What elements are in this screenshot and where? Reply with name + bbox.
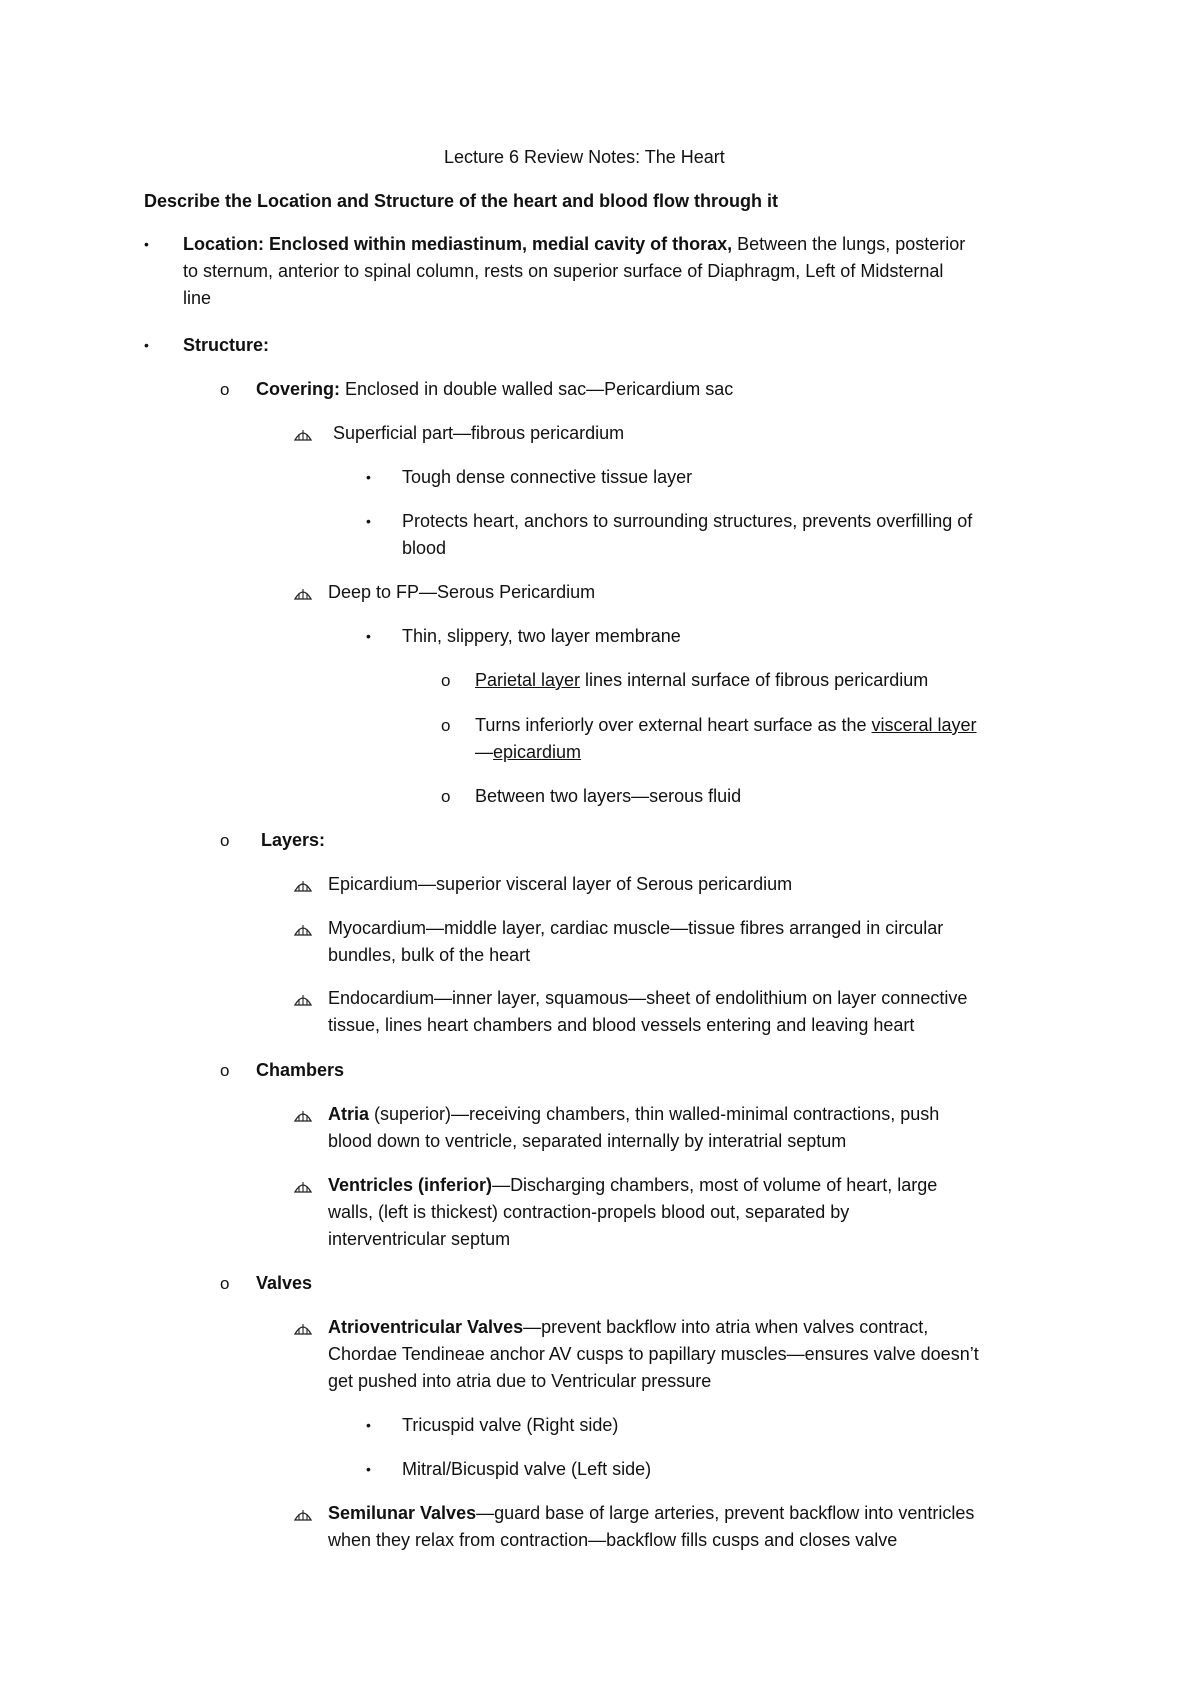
serous-fluid-item: Between two layers—serous fluid <box>475 786 742 806</box>
serous-pericardium-item: Deep to FP—Serous Pericardium <box>328 582 596 602</box>
ventricles-item-cont-1: walls, (left is thickest) contraction-propels blood out, separated by <box>328 1202 850 1222</box>
visceral-layer-item <box>475 712 977 739</box>
av-valves-item-cont-1: Chordae Tendineae anchor AV cusps to papillary muscles—ensures valve doesn’t <box>328 1344 979 1364</box>
wingdings-marker-icon <box>294 1180 312 1194</box>
semilunar-valves-label: Semilunar Valves <box>328 1503 477 1523</box>
layers-label: Layers: <box>261 830 326 850</box>
location-bold-text: Enclosed within mediastinum, medial cavity of thorax, <box>264 234 733 254</box>
wingdings-marker-icon <box>294 879 312 893</box>
semilunar-valves-text: —guard base of large arteries, prevent backflow into ventricles <box>476 1503 975 1523</box>
av-valves-item <box>328 1314 928 1341</box>
circle-marker: o <box>220 1061 230 1080</box>
fibrous-pericardium-item: Superficial part—fibrous pericardium <box>333 423 625 443</box>
wingdings-marker-icon <box>294 1508 312 1522</box>
atria-item <box>328 1101 939 1128</box>
semilunar-valves-item <box>328 1500 974 1527</box>
wingdings-marker-icon <box>294 993 312 1007</box>
valves-label: Valves <box>256 1273 313 1293</box>
dash: — <box>475 742 493 762</box>
circle-marker: o <box>220 380 230 399</box>
atria-text: (superior)—receiving chambers, thin walled-minimal contractions, push <box>369 1104 940 1124</box>
visceral-layer-text: Turns inferiorly over external heart surface as the <box>475 715 872 735</box>
fibrous-point-2: Protects heart, anchors to surrounding structures, prevents overfilling of <box>402 511 973 531</box>
location-label: Location: <box>183 234 264 254</box>
ventricles-item-cont-2: interventricular septum <box>328 1229 511 1249</box>
circle-marker: o <box>441 787 451 806</box>
wingdings-marker-icon <box>294 1109 312 1123</box>
parietal-layer-item <box>475 667 928 694</box>
av-valves-item-cont-2: get pushed into atria due to Ventricular pressure <box>328 1371 712 1391</box>
document-title: Lecture 6 Review Notes: The Heart <box>444 147 725 167</box>
fibrous-point-1: Tough dense connective tissue layer <box>402 467 693 487</box>
serous-point: Thin, slippery, two layer membrane <box>402 626 681 646</box>
circle-marker: o <box>441 716 451 735</box>
ventricles-item <box>328 1172 937 1199</box>
bullet-marker: • <box>144 236 149 252</box>
bullet-marker: • <box>366 469 371 485</box>
wingdings-marker-icon <box>294 1322 312 1336</box>
location-line-2: to sternum, anterior to spinal column, rests on superior surface of Diaphragm, Left of Midsternal <box>183 261 944 281</box>
covering-label: Covering: <box>256 379 341 399</box>
atria-item-cont: blood down to ventricle, separated internally by interatrial septum <box>328 1131 847 1151</box>
parietal-layer-text: lines internal surface of fibrous pericardium <box>580 670 929 690</box>
bullet-marker: • <box>366 513 371 529</box>
location-text: Between the lungs, posterior <box>732 234 966 254</box>
bullet-marker: • <box>366 1417 371 1433</box>
circle-marker: o <box>220 831 230 850</box>
wingdings-marker-icon <box>294 587 312 601</box>
bullet-marker: • <box>144 337 149 353</box>
wingdings-marker-icon <box>294 428 312 442</box>
myocardium-item-cont: bundles, bulk of the heart <box>328 945 531 965</box>
ventricles-text: —Discharging chambers, most of volume of heart, large <box>492 1175 938 1195</box>
av-valves-text: —prevent backflow into atria when valves contract, <box>523 1317 929 1337</box>
epicardium-item: Epicardium—superior visceral layer of Serous pericardium <box>328 874 793 894</box>
ventricles-label: Ventricles (inferior) <box>328 1175 493 1195</box>
bullet-marker: • <box>366 1461 371 1477</box>
parietal-layer-term: Parietal layer <box>475 670 581 690</box>
section-heading: Describe the Location and Structure of the heart and blood flow through it <box>144 191 779 211</box>
location-line-1 <box>183 231 965 258</box>
location-line-3: line <box>183 288 212 308</box>
myocardium-item: Myocardium—middle layer, cardiac muscle—tissue fibres arranged in circular <box>328 918 944 938</box>
wingdings-marker-icon <box>294 923 312 937</box>
visceral-layer-term: visceral layer <box>871 715 977 735</box>
circle-marker: o <box>441 671 451 690</box>
covering-line <box>256 376 733 403</box>
atria-label: Atria <box>328 1104 370 1124</box>
covering-text: Enclosed in double walled sac—Pericardium sac <box>340 379 734 399</box>
chambers-label: Chambers <box>256 1060 345 1080</box>
epicardium-line <box>475 739 581 766</box>
mitral-item: Mitral/Bicuspid valve (Left side) <box>402 1459 652 1479</box>
circle-marker: o <box>220 1274 230 1293</box>
semilunar-valves-item-cont: when they relax from contraction—backflow fills cusps and closes valve <box>328 1530 898 1550</box>
bullet-marker: • <box>366 628 371 644</box>
endocardium-item: Endocardium—inner layer, squamous—sheet of endolithium on layer connective <box>328 988 968 1008</box>
av-valves-label: Atrioventricular Valves <box>328 1317 524 1337</box>
epicardium-term: epicardium <box>493 742 582 762</box>
endocardium-item-cont: tissue, lines heart chambers and blood vessels entering and leaving heart <box>328 1015 915 1035</box>
tricuspid-item: Tricuspid valve (Right side) <box>402 1415 619 1435</box>
fibrous-point-2-cont: blood <box>402 538 447 558</box>
structure-label: Structure: <box>183 335 270 355</box>
